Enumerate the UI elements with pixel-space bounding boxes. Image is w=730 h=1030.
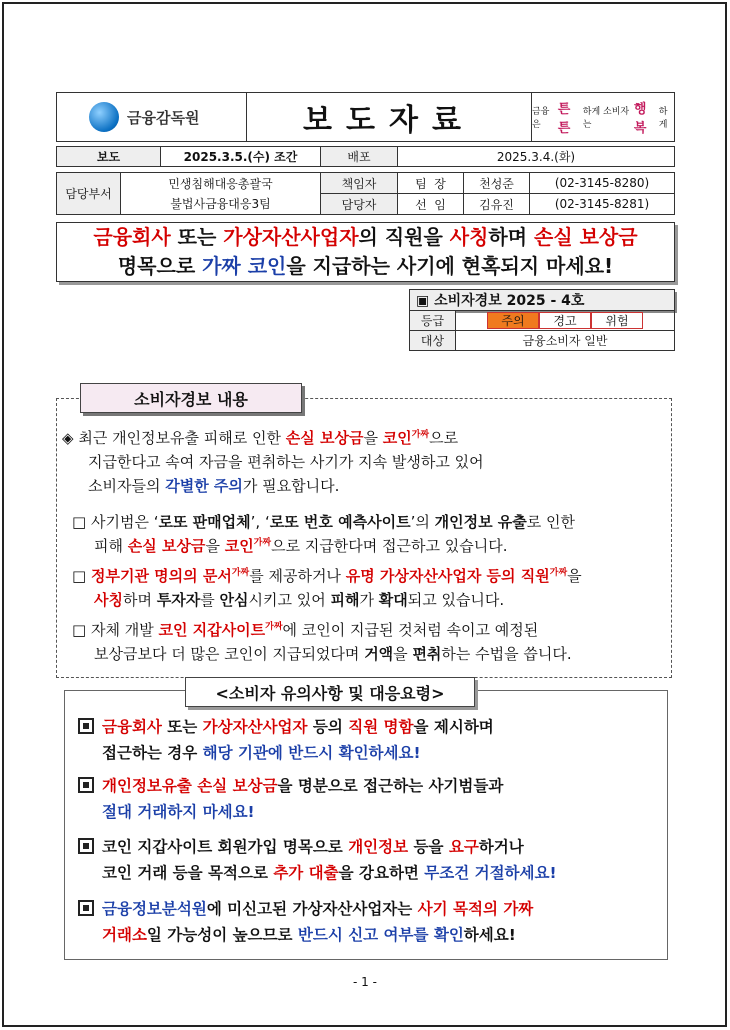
headline — [56, 222, 675, 282]
section-tab-guide: <소비자 유의사항 및 대응요령> — [185, 677, 475, 707]
slogan-mid: 하게 소비자는 — [582, 107, 630, 130]
staff-phone: (02-3145-8281) — [530, 194, 675, 215]
staff-rank: 선 임 — [398, 194, 464, 215]
square-bullet-icon — [78, 900, 94, 916]
alert-title: ▣ 소비자경보 2025 - 4호 — [410, 290, 675, 311]
consumer-alert-table — [409, 289, 675, 351]
dept-line2: 불법사금융대응3팀 — [170, 196, 271, 211]
dept-line1: 민생침해대응총괄국 — [168, 176, 273, 191]
label-level: 등급 — [410, 311, 456, 331]
square-bullet-icon — [78, 718, 94, 734]
slogan-post: 하게 — [658, 107, 668, 130]
label-release: 보도 — [57, 147, 161, 167]
guide-item-4: 금융정보분석원에 미신고된 가상자산사업자는 사기 목적의 가짜 거래소일 가능성이 높으므로 반드시 신고 여부를 확인하세요! — [78, 896, 668, 948]
slogan — [532, 93, 674, 141]
slogan-word1: 튼튼 — [557, 102, 571, 136]
release-info-table — [56, 146, 675, 167]
alert-target: 금융소비자 일반 — [456, 331, 675, 351]
fss-logo — [57, 93, 247, 141]
slogan-word2: 행복 — [633, 102, 647, 136]
chief-name: 천성준 — [464, 173, 530, 194]
checkbox-bullet-icon: □ — [72, 513, 87, 531]
slogan-pre: 금융은 — [532, 107, 550, 130]
label-staff: 담당자 — [321, 194, 398, 215]
page-title: 보도자료 — [247, 93, 532, 141]
headline-line1: 금융회사 또는 가상자산사업자의 직원을 사칭하며 손실 보상금 — [93, 225, 638, 249]
label-dept: 담당부서 — [57, 173, 121, 215]
page-number: - 1 - — [353, 975, 377, 989]
guide-item-1: 금융회사 또는 가상자산사업자 등의 직원 명함을 제시하며 접근하는 경우 해당 기관에 반드시 확인하세요! — [78, 714, 668, 766]
guide-item-3: 코인 지갑사이트 회원가입 명목으로 개인정보 등을 요구하거나 코인 거래 등을 목적으로 추가 대출을 강요하면 무조건 거절하세요! — [78, 834, 668, 886]
fss-logo-icon — [89, 102, 119, 132]
press-header — [56, 92, 675, 142]
bullet-2: □ 정부기관 명의의 문서$^{가짜}$를 제공하거나 유명 가상자산사업자 등의 직원$^{가짜}$을 사칭하며 투자자를 안심시키고 있어 피해가 확대되고 있습니다. — [72, 567, 582, 609]
distribute-date: 2025.3.4.(화) — [398, 147, 675, 167]
chief-phone: (02-3145-8280) — [530, 173, 675, 194]
dept-name — [121, 173, 321, 215]
alert-levels — [456, 311, 675, 331]
checkbox-bullet-icon: □ — [72, 621, 87, 639]
square-bullet-icon — [78, 838, 94, 854]
section-tab-consumer-alert: 소비자경보 내용 — [80, 383, 302, 413]
level-warning: 경고 — [539, 312, 591, 329]
label-chief: 책임자 — [321, 173, 398, 194]
checkbox-bullet-icon: □ — [72, 567, 87, 585]
square-bullet-icon — [78, 777, 94, 793]
guide-item-2: 개인정보유출 손실 보상금을 명분으로 접근하는 사기범들과 절대 거래하지 마세요! — [78, 773, 668, 825]
main-statement: ◈ 최근 개인정보유출 피해로 인한 손실 보상금을 코인$^{가짜}$으로 지급한다고 속여 자금을 편취하는 사기가 지속 발생하고 있어 소비자들의 각별한 주의가 필요합니다. — [62, 429, 484, 495]
staff-name: 김유진 — [464, 194, 530, 215]
bullet-3: □ 자체 개발 코인 지갑사이트$^{가짜}$에 코인이 지급된 것처럼 속이고 예정된 보상금보다 더 많은 코인이 지급되었다며 거액을 편취하는 수법을 씁니다. — [72, 621, 572, 663]
logo-text: 금융감독원 — [127, 108, 200, 127]
release-date: 2025.3.5.(수) 조간 — [161, 147, 321, 167]
label-target: 대상 — [410, 331, 456, 351]
level-caution: 주의 — [487, 312, 539, 329]
level-danger: 위험 — [591, 312, 643, 329]
contact-table — [56, 172, 675, 215]
bullet-1: □ 사기범은 ‘로또 판매업체’, ‘로또 번호 예측사이트’의 개인정보 유출로 인한 피해 손실 보상금을 코인$^{가짜}$으로 지급한다며 접근하고 있습니다. — [72, 513, 576, 555]
headline-line2: 명목으로 가짜 코인을 지급하는 사기에 현혹되지 마세요! — [117, 254, 614, 278]
label-distribute: 배포 — [321, 147, 398, 167]
diamond-bullet-icon: ◈ — [62, 429, 74, 447]
chief-rank: 팀 장 — [398, 173, 464, 194]
